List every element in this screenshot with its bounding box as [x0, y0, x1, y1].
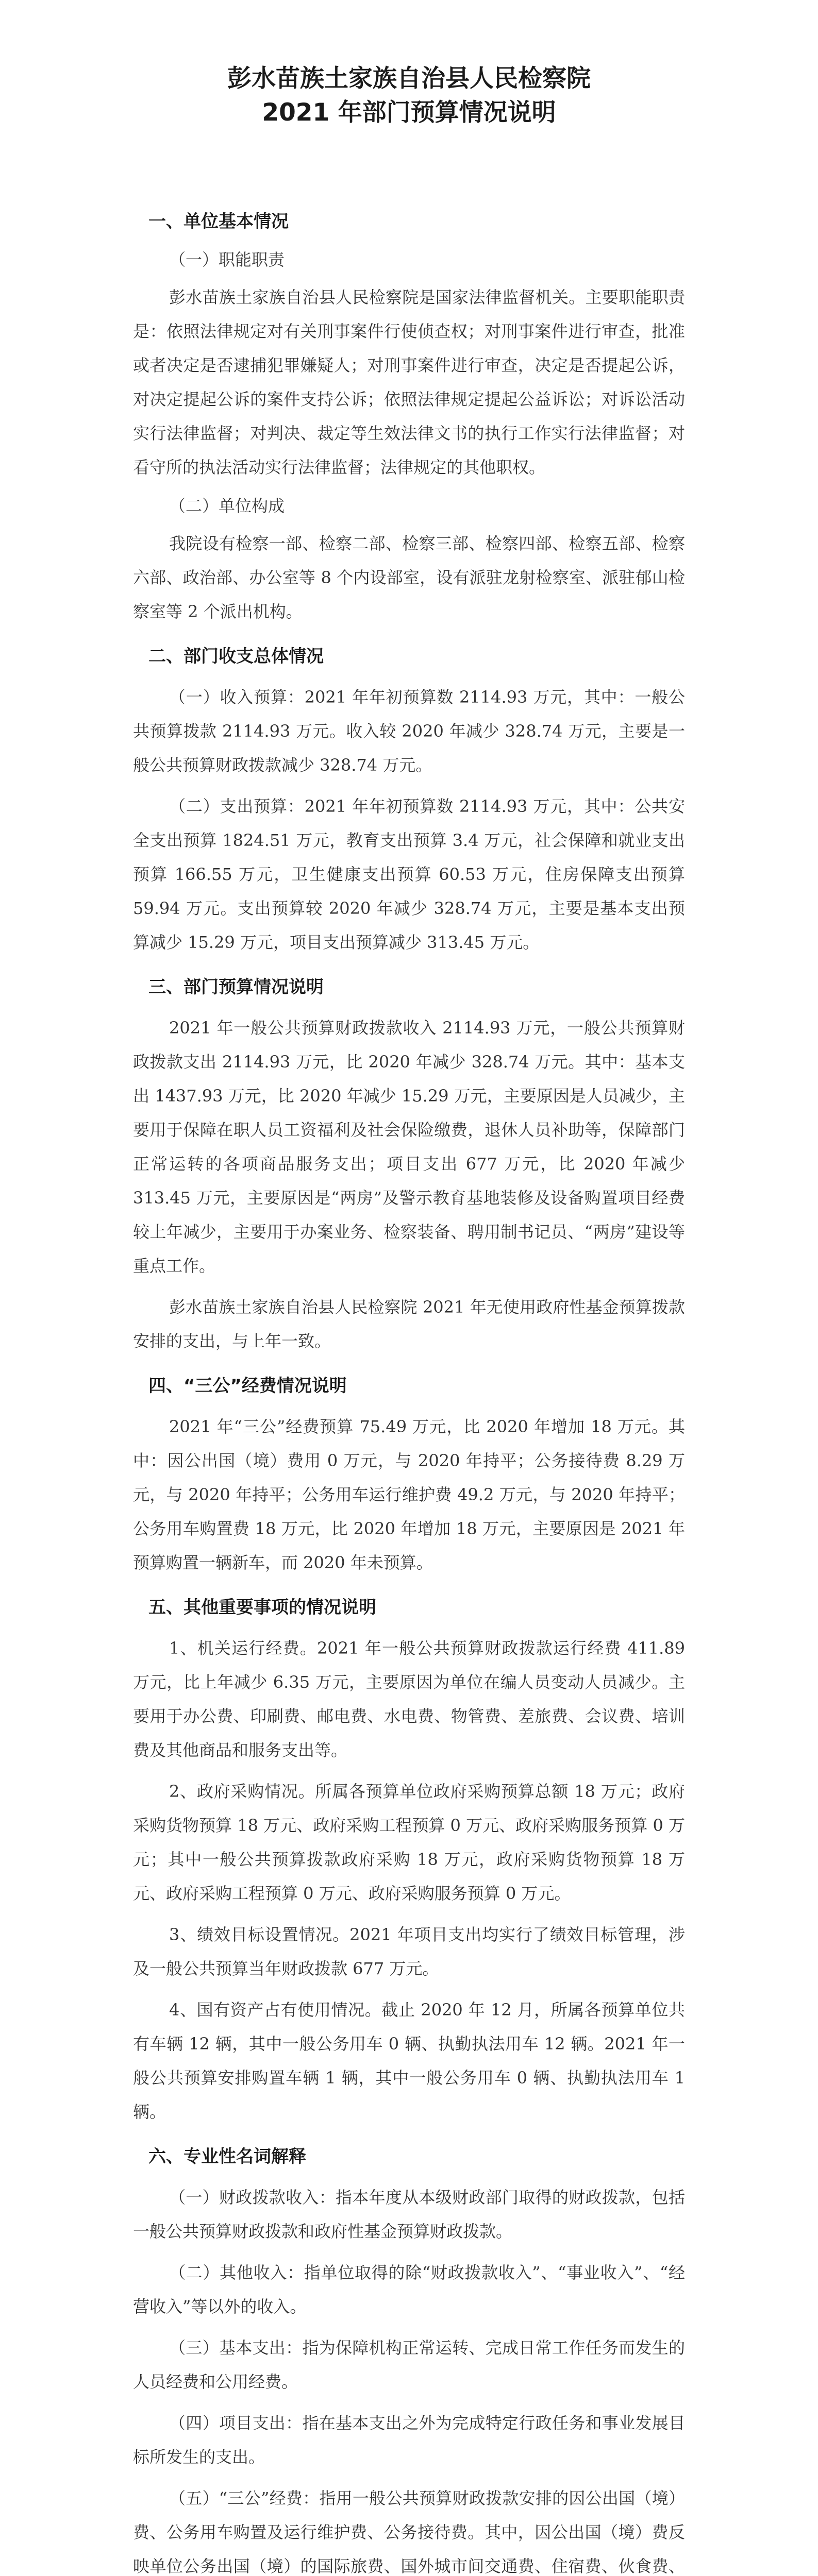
section-6-paragraph-3: （三）基本支出：指为保障机构正常运转、完成日常工作任务而发生的人员经费和公用经费。: [133, 2338, 685, 2392]
section-2-paragraph-1: （一）收入预算：2021 年年初预算数 2114.93 万元，其中：一般公共预算拨款 2114.93 万元。收入较 2020 年减少 328.74 万元，主要是一般公共预算财政拨款减少 328.74 万元。: [133, 687, 685, 775]
section-2-paragraph-2: （二）支出预算：2021 年年初预算数 2114.93 万元，其中：公共安全支出预算 1824.51 万元，教育支出预算 3.4 万元，社会保障和就业支出预算 166.55 万元，卫生健康支出预算 60.53 万元，住房保障支出预算 59.94 万元。支出预算较 2020 年减少 328.74 万元，主要是基本支出预算减少 15.29 万元，项目支出预算减少 313.45 万元。: [133, 796, 685, 952]
section-5-heading: 五、其他重要事项的情况说明: [148, 1597, 376, 1618]
section-6-paragraph-2: （二）其他收入：指单位取得的除“财政拨款收入”、“事业收入”、“经营收入”等以外的收入。: [133, 2263, 685, 2316]
section-5-paragraph-4: 4、国有资产占有使用情况。截止 2020 年 12 月，所属各预算单位共有车辆 12 辆，其中一般公务用车 0 辆、执勤执法用车 12 辆。2021 年一般公共预算安排购置车辆 1 辆，其中一般公务用车 0 辆、执勤执法用车 1 辆。: [133, 2000, 685, 2122]
section-1-sub-1: （一）职能职责: [169, 250, 285, 269]
section-4-heading: 四、“三公”经费情况说明: [148, 1376, 347, 1396]
document-title: [133, 62, 685, 130]
section-2-heading: 二、部门收支总体情况: [148, 646, 324, 667]
section-1-paragraph-2: 我院设有检察一部、检察二部、检察三部、检察四部、检察五部、检察六部、政治部、办公室等 8 个内设部室，设有派驻龙射检察室、派驻郁山检察室等 2 个派出机构。: [133, 534, 685, 621]
section-1-heading: 一、单位基本情况: [148, 211, 289, 232]
section-3-paragraph-1: 2021 年一般公共预算财政拨款收入 2114.93 万元，一般公共预算财政拨款支出 2114.93 万元，比 2020 年减少 328.74 万元。其中：基本支出 1437.93 万元，比 2020 年减少 15.29 万元，主要原因是人员减少，主要用于保障在职人员工资福利及社会保险缴费，退休人员补助等，保障部门正常运转的各项商品服务支出；项目支出 677 万元，比 2020 年减少 313.45 万元，主要原因是“两房”及警示教育基地装修及设备购置项目经费较上年减少，主要用于办案业务、检察装备、聘用制书记员、“两房”建设等重点工作。: [133, 1018, 685, 1276]
section-5-paragraph-1: 1、机关运行经费。2021 年一般公共预算财政拨款运行经费 411.89 万元，比上年减少 6.35 万元，主要原因为单位在编人员变动人员减少。主要用于办公费、印刷费、邮电费、水电费、物管费、差旅费、会议费、培训费及其他商品和服务支出等。: [133, 1638, 685, 1760]
title-line-2: 2021 年部门预算情况说明: [262, 98, 556, 127]
section-6-paragraph-5: （五）“三公”经费：指用一般公共预算财政拨款安排的因公出国（境）费、公务用车购置及运行维护费、公务接待费。其中，因公出国（境）费反映单位公务出国（境）的国际旅费、国外城市间交通费、住宿费、伙食费、: [133, 2488, 685, 2576]
section-6-paragraph-1: （一）财政拨款收入：指本年度从本级财政部门取得的财政拨款，包括一般公共预算财政拨款和政府性基金预算财政拨款。: [133, 2188, 685, 2241]
section-6-paragraph-4: （四）项目支出：指在基本支出之外为完成特定行政任务和事业发展目标所发生的支出。: [133, 2413, 685, 2467]
section-6-heading: 六、专业性名词解释: [148, 2146, 306, 2167]
section-5-paragraph-3: 3、绩效目标设置情况。2021 年项目支出均实行了绩效目标管理，涉及一般公共预算当年财政拨款 677 万元。: [133, 1925, 685, 1978]
section-1-paragraph-1: 彭水苗族土家族自治县人民检察院是国家法律监督机关。主要职能职责是：依照法律规定对有关刑事案件行使侦查权；对刑事案件进行审查，批准或者决定是否逮捕犯罪嫌疑人；对刑事案件进行审查，决定是否提起公诉，对决定提起公诉的案件支持公诉；依照法律规定提起公益诉讼；对诉讼活动实行法律监督；对判决、裁定等生效法律文书的执行工作实行法律监督；对看守所的执法活动实行法律监督；法律规定的其他职权。: [133, 287, 685, 477]
section-4-paragraph-1: 2021 年“三公”经费预算 75.49 万元，比 2020 年增加 18 万元。其中：因公出国（境）费用 0 万元，与 2020 年持平；公务接待费 8.29 万元，与 2020 年持平；公务用车运行维护费 49.2 万元，与 2020 年持平；公务用车购置费 18 万元，比 2020 年增加 18 万元，主要原因是 2021 年预算购置一辆新车，而 2020 年未预算。: [133, 1417, 685, 1572]
title-line-1: 彭水苗族土家族自治县人民检察院: [227, 64, 591, 93]
section-5-paragraph-2: 2、政府采购情况。所属各预算单位政府采购预算总额 18 万元；政府采购货物预算 18 万元、政府采购工程预算 0 万元、政府采购服务预算 0 万元；其中一般公共预算拨款政府采购 18 万元，政府采购货物预算 18 万元、政府采购工程预算 0 万元、政府采购服务预算 0 万元。: [133, 1782, 685, 1903]
section-1-sub-2: （二）单位构成: [169, 496, 285, 516]
section-3-paragraph-2: 彭水苗族土家族自治县人民检察院 2021 年无使用政府性基金预算拨款安排的支出，与上年一致。: [133, 1297, 685, 1351]
section-3-heading: 三、部门预算情况说明: [148, 977, 324, 997]
